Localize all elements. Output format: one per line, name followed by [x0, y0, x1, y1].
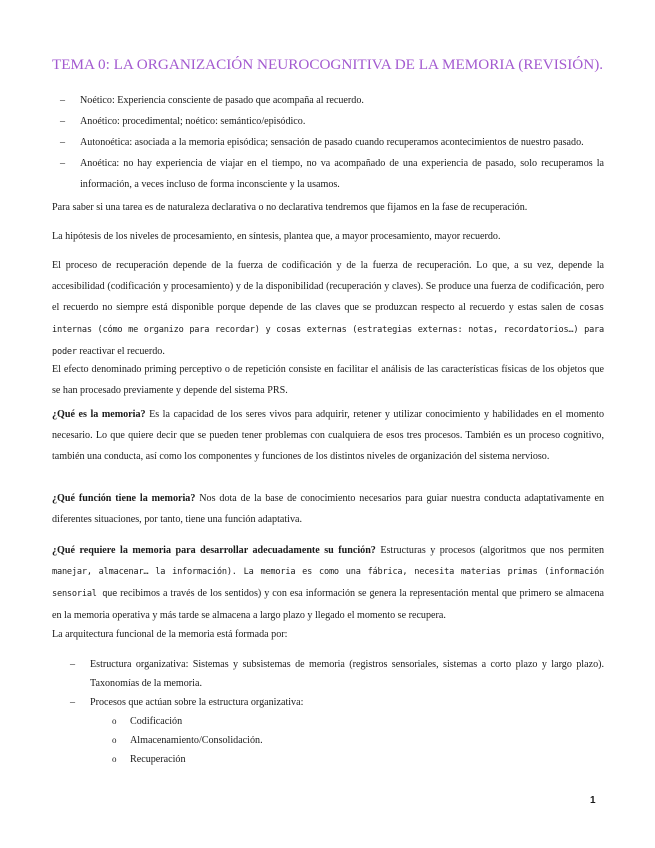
circle-bullet: o: [112, 735, 117, 745]
answer-text: Es la capacidad de los seres vivos para adquirir, retener y utilizar conocimiento y habilidades en el momento necesario. Lo que quiere decir que se pueden tener problemas con cualquiera de esos tres procesos. También es un proceso cognitivo, también una conducta, así como los componentes y funciones de los distintos niveles de organización del sistema nervioso.: [52, 409, 605, 462]
circle-bullet: o: [112, 716, 117, 726]
list-item: [52, 153, 604, 195]
answer-text: Estructuras y procesos (algoritmos que nos permiten: [375, 545, 604, 556]
paragraph-architecture: La arquitectura funcional de la memoria está formada por:: [52, 629, 288, 640]
dash-bullet: –: [60, 158, 66, 169]
question-heading: ¿Qué requiere la memoria para desarrollar adecuadamente su función?: [52, 545, 376, 556]
list-item-text: Estructura organizativa: Sistemas y subsistemas de memoria (registros sensoriales, sistemas a corto plazo y largo plazo). Taxonomías de la memoria.: [90, 659, 604, 689]
paragraph-retrieval: [52, 255, 604, 363]
list-item-text: Procesos que actúan sobre la estructura organizativa:: [90, 697, 304, 708]
list-item-text: Autonoética: asociada a la memoria episódica; sensación de pasado cuando recuperamos acontecimientos de nuestro pasado.: [80, 137, 584, 148]
list-item: [52, 132, 604, 153]
question-heading: ¿Qué función tiene la memoria?: [52, 493, 196, 504]
list-item: [52, 655, 604, 693]
dash-bullet: –: [60, 137, 66, 148]
circle-bullet: o: [112, 754, 117, 764]
sub-list-item-text: Codificación: [130, 716, 183, 727]
page-number: 1: [590, 795, 596, 806]
paragraph-priming: El efecto denominado priming perceptivo o de repetición consiste en facilitar el análisis de las características físicas de los objetos que se han procesado previamente y depende del sistema PRS.: [52, 364, 604, 396]
sub-list-item: [52, 731, 604, 750]
paragraph-declarative: Para saber si una tarea es de naturaleza declarativa o no declarativa tendremos que fijamos en la fase de recuperación.: [52, 202, 528, 213]
handwritten-note: cosas internas (cómo me organizo para recordar) y cosas externas (estrategias externas: notas, recordatorios…) para poder: [52, 303, 604, 357]
list-item: [52, 111, 604, 132]
sub-list-item: [52, 750, 604, 769]
paragraph-memory-requirements: [52, 540, 604, 626]
paragraph-text: El proceso de recuperación depende de la fuerza de codificación y de la fuerza de recuperación. Lo que, a su vez, depende la accesibilidad (codificación y procesamiento) y de la disponibilidad (recuperación y claves). Se produce una fuerza de codificación, pero el recuerdo no siempre está disponible porque depende de las claves que se produzcan respecto al recuerdo y estas salen de: [52, 260, 604, 313]
architecture-list: [52, 655, 604, 769]
answer-text: Nos dota de la base de conocimiento necesarios para guiar nuestra conducta adaptativamente en diferentes situaciones, por tanto, tiene una función adaptativa.: [52, 493, 604, 525]
list-item: [52, 90, 604, 111]
sub-list-item-text: Almacenamiento/Consolidación.: [130, 735, 263, 746]
sub-list-item-text: Recuperación: [130, 754, 186, 765]
question-heading: ¿Qué es la memoria?: [52, 409, 146, 420]
list-item: [52, 693, 604, 712]
list-item-text: Noético: Experiencia consciente de pasado que acompaña al recuerdo.: [80, 95, 364, 106]
list-item-text: Anoético: procedimental; noético: semántico/episódico.: [80, 116, 306, 127]
paragraph-text: reactivar el recuerdo.: [79, 346, 165, 357]
paragraph-processing-levels: La hipótesis de los niveles de procesamiento, en síntesis, plantea que, a mayor procesamiento, mayor recuerdo.: [52, 231, 501, 242]
dash-bullet: –: [60, 116, 66, 127]
paragraph-what-is-memory: [52, 404, 604, 467]
dash-bullet: –: [70, 697, 76, 708]
dash-bullet: –: [60, 95, 66, 106]
memory-types-list: [52, 90, 604, 195]
sub-list-item: [52, 712, 604, 731]
list-item-text: Anoética: no hay experiencia de viajar en el tiempo, no va acompañado de una experiencia de pasado, solo recuperamos la información, a veces incluso de forma inconsciente y la usamos.: [80, 158, 604, 190]
answer-text: recibimos a través de los sentidos) y con esa información se genera la representación mental que primero se almacena en la memoria operativa y más tarde se almacena a largo plazo y llegado el momento se recupera.: [52, 588, 604, 621]
dash-bullet: –: [70, 659, 76, 670]
handwritten-note: manejar, almacenar… la información). La memoria es como una fábrica, necesita materias primas (información sensorial que: [52, 567, 604, 599]
paragraph-memory-function: [52, 488, 604, 530]
page-title: TEMA 0: LA ORGANIZACIÓN NEUROCOGNITIVA DE LA MEMORIA (REVISIÓN).: [52, 56, 604, 73]
